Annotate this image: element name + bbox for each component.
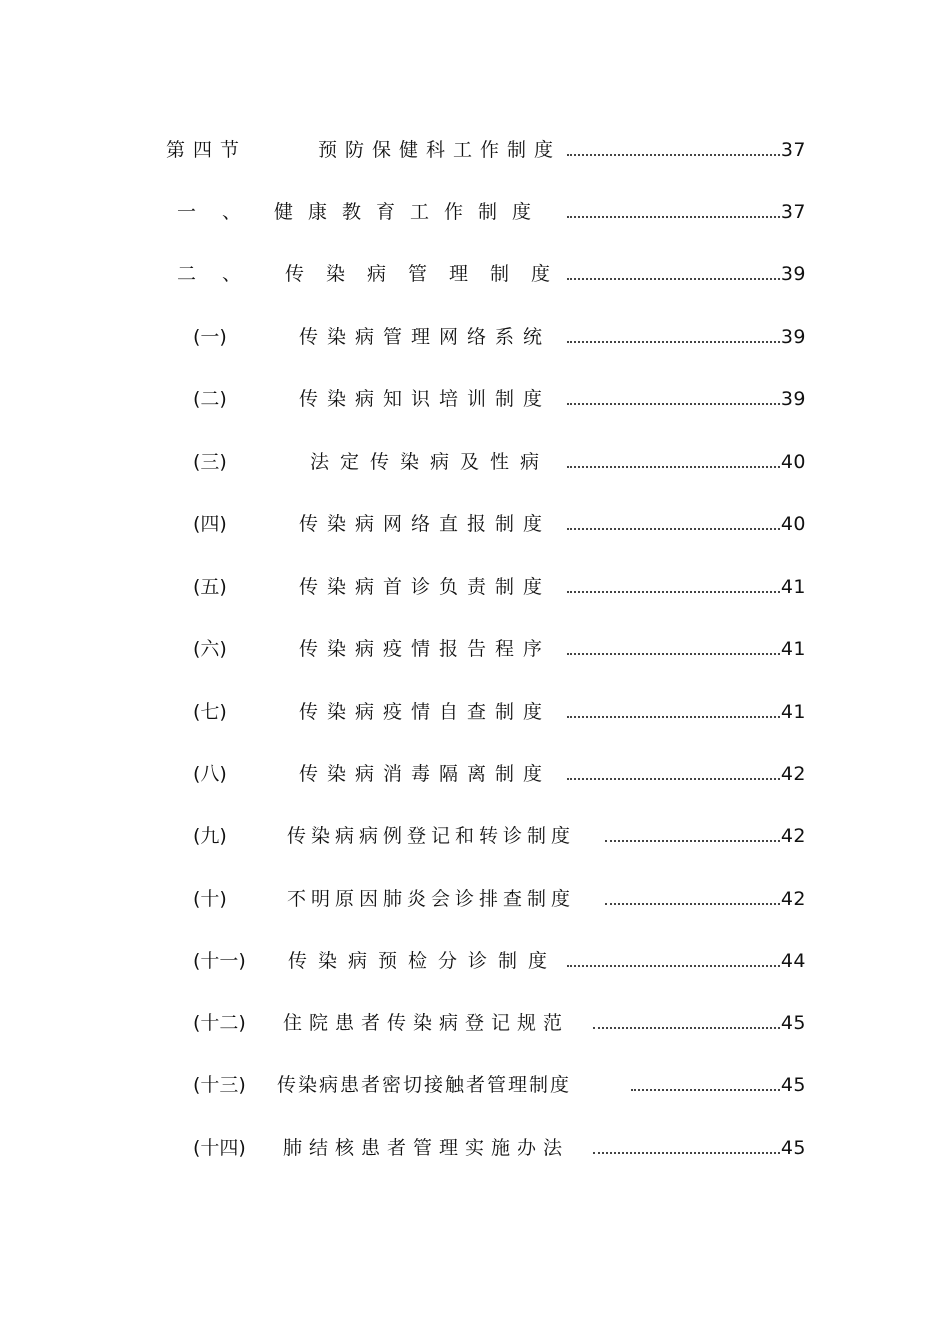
- toc-entry-title: 健康教育工作制度: [274, 201, 547, 223]
- toc-entry[interactable]: [0, 256, 950, 292]
- toc-entry-number: (五): [193, 576, 227, 598]
- toc-entry-page-number: 45: [780, 1074, 806, 1096]
- toc-entry-number: (十): [193, 888, 227, 910]
- toc-entry-number: (六): [193, 638, 227, 660]
- toc-entry-title: 传染病管理网络系统: [299, 326, 552, 348]
- toc-entry-number: (八): [193, 763, 227, 785]
- toc-entry-number: (三): [193, 451, 227, 473]
- toc-entry-page-number: 37: [780, 139, 806, 161]
- dot-leader: [567, 694, 780, 730]
- dot-leader: [605, 818, 780, 854]
- toc-entry-number: (九): [193, 825, 227, 847]
- toc-entry-title: 传染病病例登记和转诊制度: [287, 825, 576, 847]
- toc-entry-number: (十四): [193, 1137, 246, 1159]
- toc-entry-number: (十二): [193, 1012, 246, 1034]
- toc-entry-title: 预防保健科工作制度: [318, 139, 562, 161]
- dot-leader: [567, 319, 780, 355]
- toc-entry-title: 传染病疫情报告程序: [299, 638, 552, 660]
- toc-entry-title: 肺结核患者管理实施办法: [283, 1137, 570, 1159]
- toc-entry-page-number: 45: [780, 1012, 806, 1034]
- dot-leader: [567, 506, 780, 542]
- dot-leader: [567, 256, 780, 292]
- toc-entry[interactable]: [0, 569, 950, 605]
- toc-entry-title: 传染病知识培训制度: [299, 388, 552, 410]
- dot-leader: [593, 1130, 780, 1166]
- toc-entry[interactable]: [0, 1130, 950, 1166]
- dot-leader: [567, 194, 780, 230]
- toc-entry-title: 传染病消毒隔离制度: [299, 763, 552, 785]
- toc-entry-number: 第四节: [166, 139, 248, 161]
- toc-entry-page-number: 42: [780, 888, 806, 910]
- toc-entry-page-number: 41: [780, 576, 806, 598]
- toc-entry-page-number: 39: [780, 388, 806, 410]
- toc-entry-title: 不明原因肺炎会诊排查制度: [287, 888, 576, 910]
- toc-entry-number: (四): [193, 513, 227, 535]
- dot-leader: [567, 631, 780, 667]
- toc-entry-page-number: 40: [780, 513, 806, 535]
- toc-entry-title: 传染病疫情自查制度: [299, 701, 552, 723]
- dot-leader: [631, 1067, 780, 1103]
- dot-leader: [605, 881, 780, 917]
- toc-entry[interactable]: [0, 132, 950, 168]
- toc-entry-title: 传染病管理制度: [285, 263, 573, 285]
- dot-leader: [567, 132, 780, 168]
- toc-entry[interactable]: [0, 381, 950, 417]
- toc-entry-title: 住院患者传染病登记规范: [283, 1012, 570, 1034]
- toc-entry-page-number: 41: [780, 701, 806, 723]
- dot-leader: [567, 756, 780, 792]
- dot-leader: [567, 444, 780, 480]
- toc-entry[interactable]: [0, 818, 950, 854]
- toc-entry[interactable]: [0, 444, 950, 480]
- toc-entry-title: 法定传染病及性病: [310, 451, 551, 473]
- toc-entry-page-number: 40: [780, 451, 806, 473]
- toc-entry[interactable]: [0, 1067, 950, 1103]
- dot-leader: [567, 569, 780, 605]
- toc-entry-title: 传染病预检分诊制度: [288, 950, 559, 972]
- dot-leader: [593, 1005, 780, 1041]
- toc-entry[interactable]: [0, 943, 950, 979]
- toc-entry-number: (十一): [193, 950, 246, 972]
- toc-entry[interactable]: [0, 694, 950, 730]
- toc-entry-number: 二、: [177, 263, 268, 285]
- toc-entry-title: 传染病患者密切接触者管理制度: [277, 1074, 572, 1096]
- toc-entry[interactable]: [0, 1005, 950, 1041]
- dot-leader: [567, 943, 780, 979]
- toc-entry-number: (七): [193, 701, 227, 723]
- toc-entry-page-number: 42: [780, 825, 806, 847]
- toc-entry[interactable]: [0, 319, 950, 355]
- toc-entry-title: 传染病网络直报制度: [299, 513, 552, 535]
- toc-entry-number: (十三): [193, 1074, 246, 1096]
- toc-entry-page-number: 37: [780, 201, 806, 223]
- toc-entry-number: (二): [193, 388, 227, 410]
- toc-entry[interactable]: [0, 631, 950, 667]
- toc-entry[interactable]: [0, 194, 950, 230]
- toc-entry-number: 一、: [177, 201, 268, 223]
- toc-entry[interactable]: [0, 881, 950, 917]
- toc-entry-page-number: 39: [780, 263, 806, 285]
- toc-entry-page-number: 45: [780, 1137, 806, 1159]
- toc-entry-page-number: 41: [780, 638, 806, 660]
- toc-entry-number: (一): [193, 326, 227, 348]
- toc-entry-page-number: 39: [780, 326, 806, 348]
- toc-entry-page-number: 44: [780, 950, 806, 972]
- toc-entry[interactable]: [0, 756, 950, 792]
- dot-leader: [567, 381, 780, 417]
- toc-entry[interactable]: [0, 506, 950, 542]
- toc-entry-title: 传染病首诊负责制度: [299, 576, 552, 598]
- toc-entry-page-number: 42: [780, 763, 806, 785]
